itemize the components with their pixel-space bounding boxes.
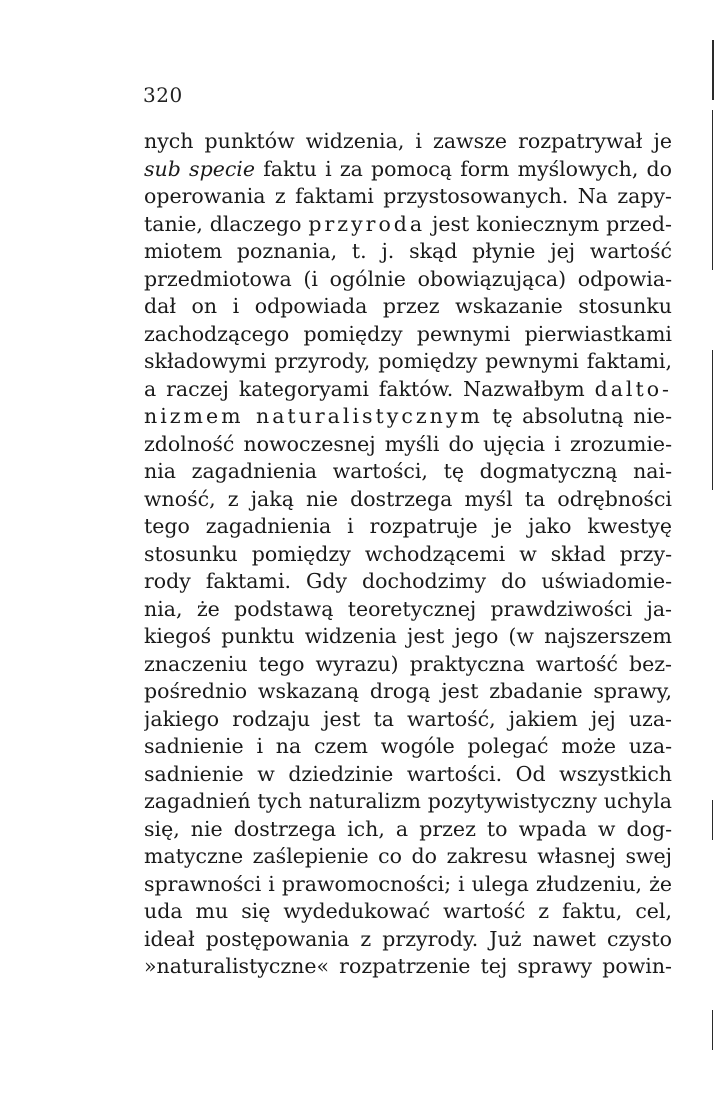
scan-edge-mark — [712, 1010, 713, 1050]
text-run: sadnienie w dziedzinie wartości. Od wszystkich — [144, 761, 672, 786]
text-run: składowymi przyrody, pomiędzy pewnymi faktami, — [144, 349, 672, 373]
text-run: nych punktów widzenia, i zawsze rozpatrywał je — [144, 129, 672, 153]
text-run: faktu i za pomocą form myślowych, do — [255, 156, 672, 181]
page-number: 320 — [143, 83, 183, 107]
text-line — [144, 128, 672, 156]
text-run: »naturalistyczne« rozpatrzenie tej sprawy powin- — [144, 954, 672, 978]
text-line — [144, 376, 672, 404]
text-run: jest koniecznym przed- — [425, 211, 672, 236]
text-line — [144, 321, 672, 349]
text-run: jakiego rodzaju jest ta wartość, jakiem jej uza- — [144, 706, 672, 731]
text-line — [144, 541, 672, 569]
text-line — [144, 486, 672, 514]
scan-edge-mark — [712, 800, 713, 840]
text-line — [144, 156, 672, 184]
text-run: kiegoś punktu widzenia jest jego (w najszerszem — [144, 624, 672, 648]
text-run: tego zagadnienia i rozpatruje je jako kwestyę — [144, 514, 672, 538]
spaced-emphasis: nizmem naturalistycznym — [144, 404, 483, 428]
text-run: matyczne zaślepienie co do zakresu własnej swej — [144, 844, 672, 868]
scan-edge-mark — [712, 110, 713, 270]
text-line — [144, 431, 672, 459]
text-run: znaczeniu tego wyrazu) praktyczna wartość bez- — [144, 651, 672, 676]
text-run: rody faktami. Gdy dochodzimy do uświadomie- — [144, 569, 672, 593]
text-line — [144, 788, 672, 816]
text-run: uda mu się wydedukować wartość z faktu, cel, — [144, 899, 672, 923]
text-run: sprawności i prawomocności; i ulega złudzeniu, że — [144, 871, 672, 896]
text-run: pośrednio wskazaną drogą jest zbadanie sprawy, — [144, 679, 672, 703]
text-line — [144, 293, 672, 321]
text-run: tę absolutną nie- — [482, 404, 672, 428]
spaced-emphasis: dalto- — [594, 376, 672, 401]
text-run: miotem poznania, t. j. skąd płynie jej wartość — [144, 239, 672, 263]
text-line — [144, 513, 672, 541]
text-run: ideał postępowania z przyrody. Już nawet czysto — [144, 926, 672, 951]
text-line — [144, 706, 672, 734]
text-run: się, nie dostrzega ich, a przez to wpada w dog- — [144, 816, 672, 841]
text-line — [144, 843, 672, 871]
text-run: nia zagadnienia wartości, tę dogmatyczną nai- — [144, 459, 672, 483]
body-text — [144, 128, 672, 981]
text-line — [144, 816, 672, 844]
text-line — [144, 898, 672, 926]
text-line — [144, 403, 672, 431]
scan-edge-mark — [712, 350, 713, 490]
text-line — [144, 761, 672, 789]
text-run: zachodzącego pomiędzy pewnymi pierwiastkami — [144, 321, 672, 346]
spaced-emphasis: przyroda — [308, 211, 426, 236]
text-run: nia, że podstawą teoretycznej prawdziwości ja- — [144, 596, 672, 621]
text-line — [144, 623, 672, 651]
text-line — [144, 596, 672, 624]
text-line — [144, 678, 672, 706]
text-run: sadnienie i na czem wogóle polegać może uza- — [144, 734, 672, 758]
text-line — [144, 926, 672, 954]
text-line — [144, 266, 672, 294]
text-run: operowania z faktami przystosowanych. Na zapy- — [144, 184, 672, 208]
text-run: a raczej kategoryami faktów. Nazwałbym — [144, 376, 595, 401]
text-line — [144, 871, 672, 899]
text-line — [144, 211, 672, 239]
text-run: wność, z jaką nie dostrzega myśl ta odrębności — [144, 486, 672, 511]
text-line — [144, 348, 672, 376]
text-line — [144, 238, 672, 266]
text-run: zagadnień tych naturalizm pozytywistyczny uchyla — [144, 789, 672, 813]
text-line — [144, 651, 672, 679]
text-run: zdolność nowoczesnej myśli do ujęcia i zrozumie- — [144, 431, 672, 456]
text-line — [144, 183, 672, 211]
text-run: tanie, dlaczego — [144, 211, 309, 236]
text-line — [144, 568, 672, 596]
text-run: stosunku pomiędzy wchodzącemi w skład przy- — [144, 541, 672, 566]
text-line — [144, 458, 672, 486]
text-line — [144, 953, 672, 981]
text-run: przedmiotowa (i ogólnie obowiązująca) odpowia- — [144, 266, 672, 291]
text-run: dał on i odpowiada przez wskazanie stosunku — [144, 294, 672, 318]
scan-edge-mark — [712, 40, 714, 100]
italic-phrase: sub specie — [144, 156, 255, 181]
text-line — [144, 733, 672, 761]
